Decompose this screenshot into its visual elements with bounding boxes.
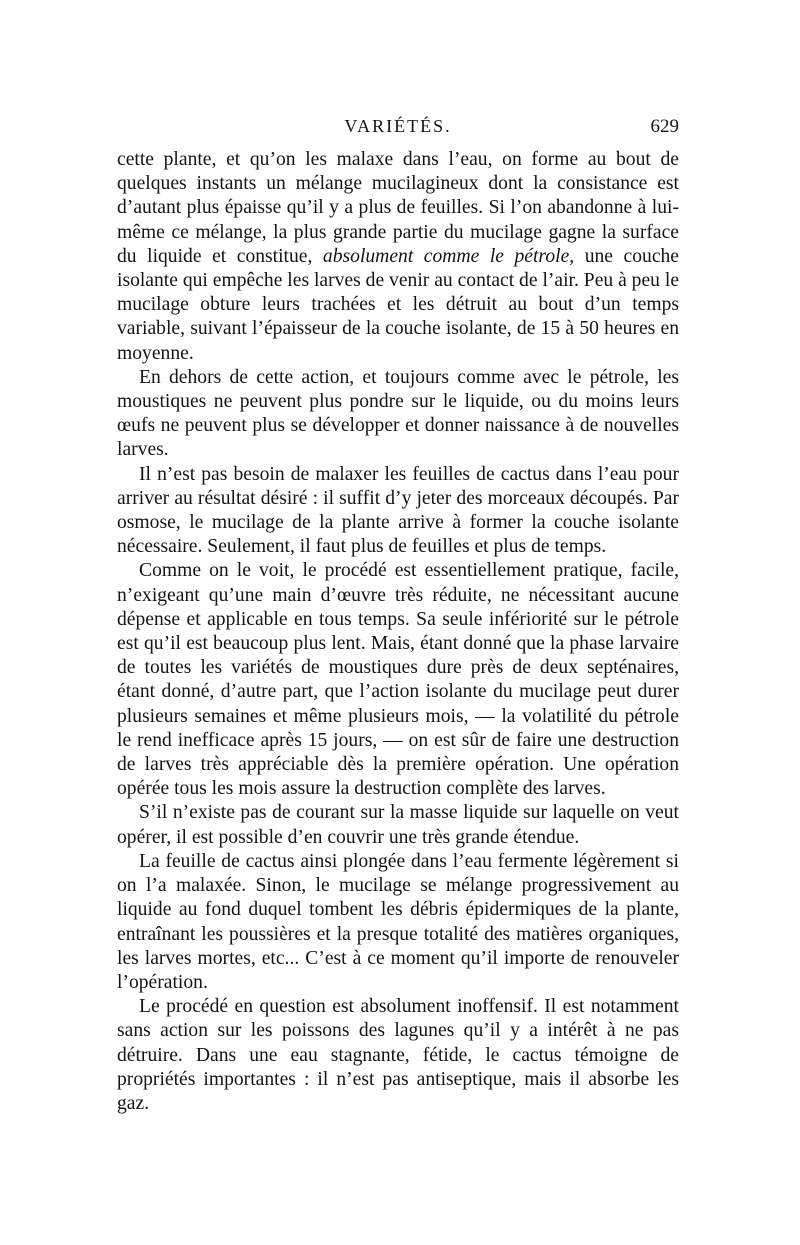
running-header [117,112,679,142]
paragraph-5: S’il n’existe pas de courant sur la masse liquide sur laquelle on veut opérer, il est possible d’en couvrir une très grande étendue. [117,802,679,848]
book-page [117,112,679,1116]
paragraph-3: Il n’est pas besoin de malaxer les feuilles de cactus dans l’eau pour arriver au résultat désiré : il suffit d’y jeter des morceaux découpés. Par osmose, le mucilage de la plante arrive à former la couche isolante nécessaire. Seulement, il faut plus de feuilles et plus de temps. [117,463,679,558]
paragraph-1-italic: absolument comme le pétrole, [322,245,575,267]
paragraph-6: La feuille de cactus ainsi plongée dans l’eau fermente légèrement si on l’a malaxée. Sinon, le mucilage se mélange progressivement au liquide au fond duquel tombent les débris épidermiques de la plante, entraînant les poussières et la presque totalité des matières organiques, les larves mortes, etc... C’est à ce moment qu’il importe de renouveler l’opération. [117,850,679,993]
paragraph-2: En dehors de cette action, et toujours comme avec le pétrole, les moustiques ne peuvent plus pondre sur le liquide, ou du moins leurs œufs ne peuvent plus se développer et donner naissance à de nouvelles larves. [117,366,679,461]
paragraph-1-before: cette plante, et qu’on les malaxe dans l’eau, on forme au bout de quelques instants un mélange mucilagineux dont la consistance est d’autant plus épaisse qu’il y a plus de feuilles. Si l’on abandonne à lui-même ce mélange, la plus grande partie du mucilage gagne la surface du liquide et constitue, [117,149,679,267]
paragraph-1-after: une couche isolante qui empêche les larves de venir au contact de l’air. Peu à peu le mucilage obture leurs trachées et les détruit au bout d’un temps variable, suivant l’épaisseur de la couche isolante, de 15 à 50 heures en moyenne. [117,245,680,364]
paragraph-1 [117,148,679,366]
body-text [117,148,679,1116]
page-number: 629 [650,116,679,137]
running-title: VARIÉTÉS. [344,116,452,136]
paragraph-4: Comme on le voit, le procédé est essentiellement pratique, facile, n’exigeant qu’une main d’œuvre très réduite, ne nécessitant aucune dépense et applicable en tous temps. Sa seule infériorité sur le pétrole est qu’il est beaucoup plus lent. Mais, étant donné que la phase larvaire de toutes les variétés de moustiques dure près de deux septénaires, étant donné, d’autre part, que l’action isolante du mucilage peut durer plusieurs semaines et même plusieurs mois, — la volatilité du pétrole le rend inefficace après 15 jours, — on est sûr de faire une destruction de larves très appréciable dès la première opération. Une opération opérée tous les mois assure la destruction complète des larves. [117,560,679,800]
paragraph-7: Le procédé en question est absolument inoffensif. Il est notamment sans action sur les poissons des lagunes qu’il y a intérêt à ne pas détruire. Dans une eau stagnante, fétide, le cactus témoigne de propriétés importantes : il n’est pas antiseptique, mais il absorbe les gaz. [117,996,679,1114]
